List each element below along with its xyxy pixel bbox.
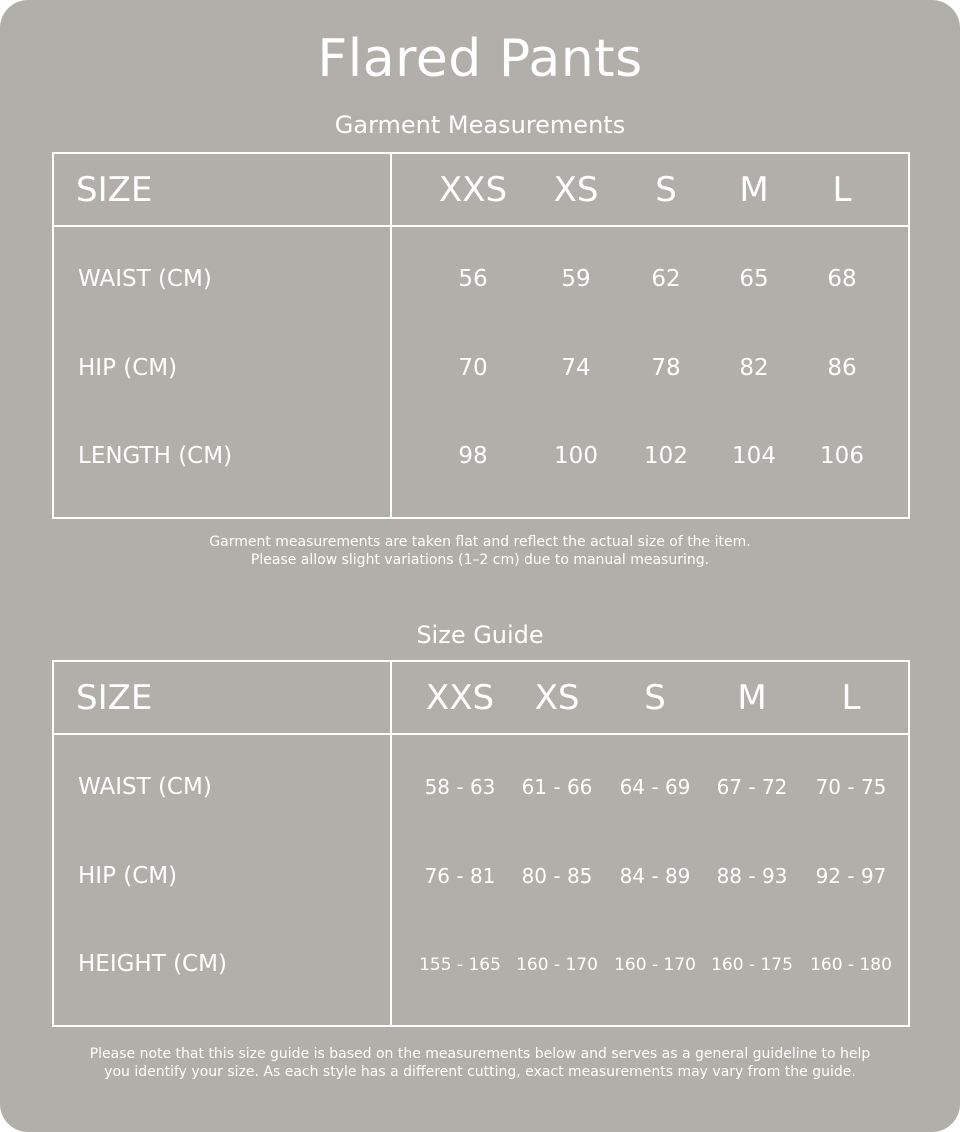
table-cell: 67 - 72 — [716, 775, 788, 799]
table-cell: 102 — [644, 443, 688, 469]
table-cell: 84 - 89 — [619, 864, 691, 888]
table-cell: 80 - 85 — [521, 864, 593, 888]
table-divider-horizontal — [54, 225, 908, 227]
garment-measurements-heading: Garment Measurements — [334, 111, 626, 139]
table-cell: 70 - 75 — [815, 775, 887, 799]
table-cell: 104 — [732, 443, 776, 469]
size-header-xxs: XXS — [425, 678, 495, 718]
size-header-m: M — [739, 170, 769, 210]
size-header-m: M — [737, 678, 767, 718]
row-label-waist: WAIST (CM) — [78, 266, 212, 292]
table-cell: 88 - 93 — [716, 864, 788, 888]
table-cell: 76 - 81 — [424, 864, 496, 888]
table-cell: 61 - 66 — [521, 775, 593, 799]
table-cell: 155 - 165 — [419, 955, 501, 975]
table-cell: 58 - 63 — [424, 775, 496, 799]
row-label-height: HEIGHT (CM) — [78, 951, 227, 977]
table-cell: 78 — [651, 355, 681, 381]
size-header-s: S — [644, 678, 666, 718]
table-cell: 86 — [827, 355, 857, 381]
row-label-waist: WAIST (CM) — [78, 774, 212, 800]
table-divider-horizontal — [54, 733, 908, 735]
size-header-label: SIZE — [76, 678, 153, 718]
table-cell: 68 — [827, 266, 857, 292]
size-header-xs: XS — [534, 678, 580, 718]
guide-note-line-2: you identify your size. As each style has a different cutting, exact measurements may vary from the guide. — [104, 1064, 856, 1080]
garment-note-line-1: Garment measurements are taken flat and reflect the actual size of the item. — [209, 534, 751, 550]
size-header-xxs: XXS — [438, 170, 508, 210]
table-cell: 59 — [561, 266, 591, 292]
table-cell: 160 - 170 — [516, 955, 598, 975]
garment-measurements-table — [52, 152, 910, 519]
table-cell: 56 — [458, 266, 488, 292]
table-cell: 74 — [561, 355, 591, 381]
table-cell: 70 — [458, 355, 488, 381]
table-cell: 100 — [554, 443, 598, 469]
table-cell: 98 — [458, 443, 488, 469]
table-cell: 160 - 180 — [810, 955, 892, 975]
row-label-length: LENGTH (CM) — [78, 443, 233, 469]
table-cell: 64 - 69 — [619, 775, 691, 799]
size-header-label: SIZE — [76, 170, 153, 210]
size-header-xs: XS — [553, 170, 599, 210]
table-divider-vertical — [390, 662, 392, 1025]
table-cell: 82 — [739, 355, 769, 381]
size-header-s: S — [655, 170, 677, 210]
table-cell: 160 - 170 — [614, 955, 696, 975]
size-guide-table — [52, 660, 910, 1027]
page-title: Flared Pants — [317, 29, 643, 89]
table-cell: 106 — [820, 443, 864, 469]
size-header-l: L — [841, 678, 861, 718]
guide-note-line-1: Please note that this size guide is based on the measurements below and serves as a general guideline to help — [89, 1046, 871, 1062]
table-cell: 160 - 175 — [711, 955, 793, 975]
table-divider-vertical — [390, 154, 392, 517]
table-cell: 62 — [651, 266, 681, 292]
row-label-hip: HIP (CM) — [78, 863, 178, 889]
table-cell: 92 - 97 — [815, 864, 887, 888]
table-cell: 65 — [739, 266, 769, 292]
size-guide-heading: Size Guide — [416, 621, 544, 649]
garment-note-line-2: Please allow slight variations (1–2 cm) due to manual measuring. — [250, 552, 710, 568]
size-header-l: L — [832, 170, 852, 210]
row-label-hip: HIP (CM) — [78, 355, 178, 381]
